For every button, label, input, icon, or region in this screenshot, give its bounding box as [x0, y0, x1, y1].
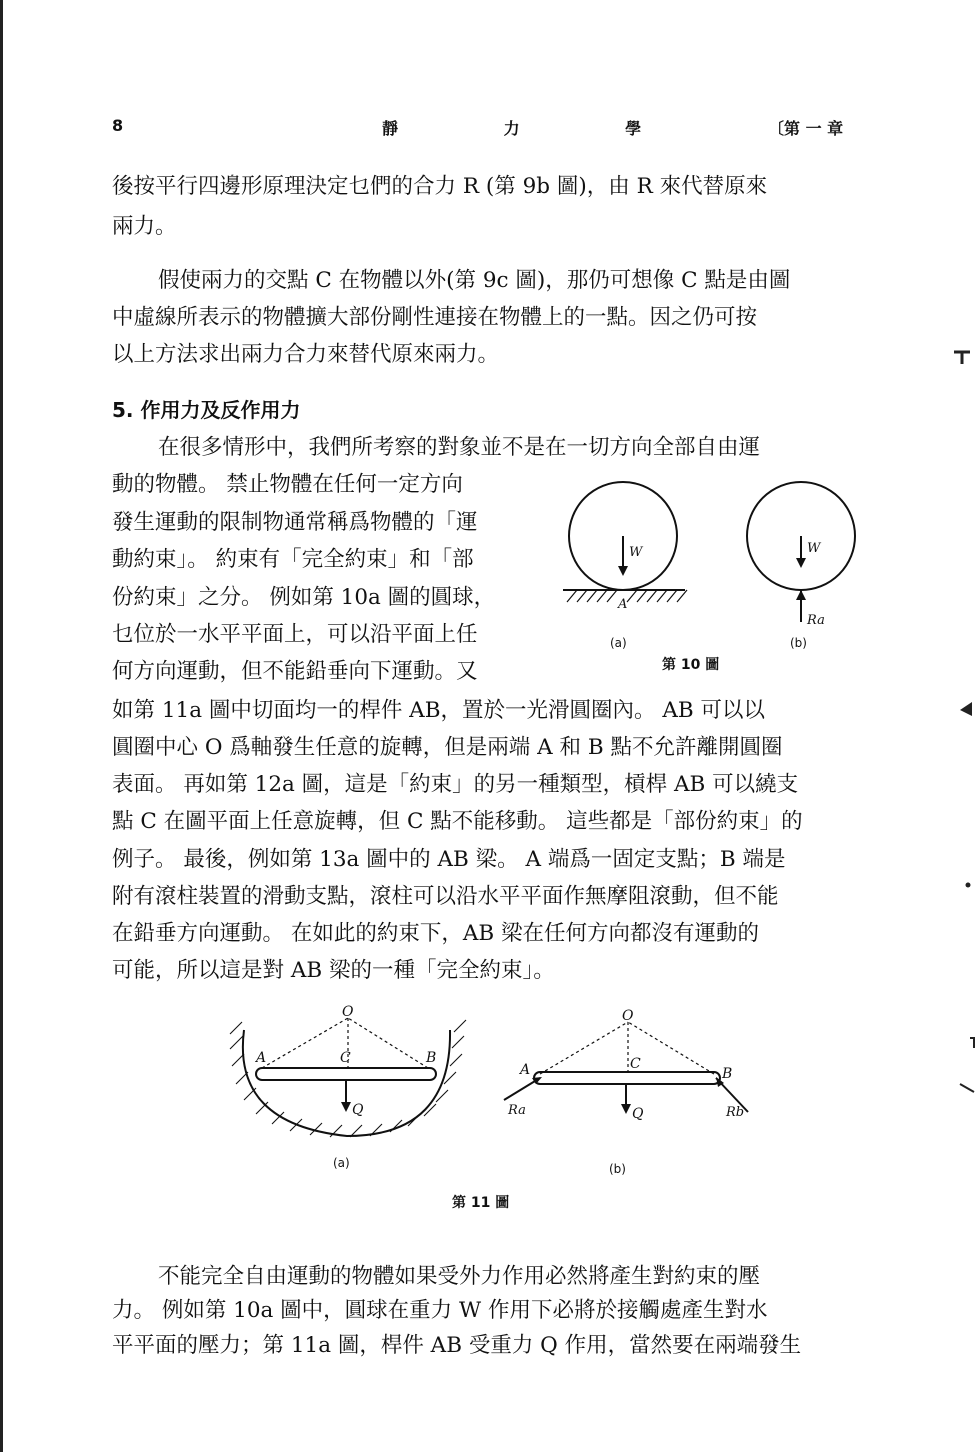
point-a-label: A	[618, 597, 628, 612]
figure-11-caption: 第 11 圖	[452, 1195, 510, 1211]
section-heading: 5. 作用力及反作用力	[112, 398, 301, 422]
text-line: 附有滾柱裝置的滑動支點，滾柱可以沿水平平面作無摩阻滾動，但不能	[112, 884, 779, 909]
reaction-label: Ra	[807, 613, 825, 628]
end-a-label: A	[520, 1062, 531, 1078]
weight-label: W	[629, 545, 643, 560]
text-line: 如第 11a 圖中切面均一的桿件 AB，置於一光滑圓圈內。 AB 可以以	[112, 698, 766, 723]
text-line: 平平面的壓力；第 11a 圖，桿件 AB 受重力 Q 作用，當然要在兩端發生	[112, 1333, 802, 1358]
reaction-a-label: Ra	[508, 1103, 526, 1118]
center-o-label: O	[622, 1008, 634, 1024]
text-line: 在鉛垂方向運動。 在如此的約束下，AB 梁在任何方向都沒有運動的	[112, 921, 759, 946]
end-b-label: B	[426, 1050, 437, 1066]
figure-11-diagram	[222, 1004, 782, 1164]
text-line: 動的物體。 禁止物體在任何一定方向	[112, 472, 463, 497]
text-line: 點 C 在圖平面上任意旋轉，但 C 點不能移動。 這些都是「部份約束」的	[112, 809, 803, 834]
load-q-label: Q	[632, 1106, 644, 1122]
text-line: 兩力。	[112, 214, 177, 239]
midpoint-c-label: C	[630, 1056, 641, 1072]
text-line: 圓圈中心 O 爲軸發生任意的旋轉，但是兩端 A 和 B 點不允許離開圓圈	[112, 735, 783, 760]
page-number: 8	[112, 116, 124, 135]
text-line: 份約束」之分。 例如第 10a 圖的圓球，	[112, 585, 496, 610]
reaction-b-label: Rb	[726, 1105, 745, 1120]
midpoint-c-label: C	[340, 1050, 351, 1066]
text-line: 何方向運動，但不能鉛垂向下運動。又	[112, 659, 478, 684]
text-line: 假使兩力的交點 C 在物體以外(第 9c 圖)，那仍可想像 C 點是由圖	[158, 268, 791, 293]
load-q-label: Q	[352, 1102, 364, 1118]
text-line: 中虛線所表示的物體擴大部份剛性連接在物體上的一點。因之仍可按	[112, 305, 758, 330]
chapter-label: 〔第 一 章	[768, 119, 844, 138]
text-line: 在很多情形中，我們所考察的對象並不是在一切方向全部自由運	[158, 435, 761, 460]
text-line: 可能，所以這是對 AB 梁的一種「完全約束」。	[112, 958, 555, 983]
text-line: 表面。 再如第 12a 圖，這是「約束」的另一種類型，槓桿 AB 可以繞支	[112, 772, 799, 797]
end-a-label: A	[256, 1050, 267, 1066]
scan-edge	[0, 0, 3, 1452]
figure-10b-label: (b)	[790, 636, 807, 650]
weight-label: W	[807, 541, 821, 556]
figure-10-diagram	[555, 472, 875, 662]
text-line: 力。 例如第 10a 圖中，圓球在重力 W 作用下必將於接觸處產生對水	[112, 1298, 768, 1323]
figure-10a-label: (a)	[610, 636, 627, 650]
figure-11a-label: (a)	[333, 1156, 350, 1170]
text-line: 不能完全自由運動的物體如果受外力作用必然將產生對約束的壓	[158, 1264, 761, 1289]
running-title: 靜 力 學	[382, 119, 692, 138]
text-line: 例子。 最後，例如第 13a 圖中的 AB 梁。 A 端爲一固定支點；B 端是	[112, 847, 786, 872]
text-line: 乜位於一水平平面上，可以沿平面上任	[112, 622, 478, 647]
figure-11b-label: (b)	[609, 1162, 626, 1176]
end-b-label: B	[722, 1066, 733, 1082]
figure-10-caption: 第 10 圖	[662, 657, 720, 673]
text-line: 後按平行四邊形原理決定乜們的合力 R (第 9b 圖)，由 R 來代替原來	[112, 174, 768, 199]
scan-margin-marks	[940, 340, 980, 1100]
text-line: 動約束」。 約束有「完全約束」和「部	[112, 547, 474, 572]
text-line: 發生運動的限制物通常稱爲物體的「運	[112, 510, 478, 535]
text-line: 以上方法求出兩力合力來替代原來兩力。	[112, 342, 500, 367]
center-o-label: O	[342, 1004, 354, 1020]
